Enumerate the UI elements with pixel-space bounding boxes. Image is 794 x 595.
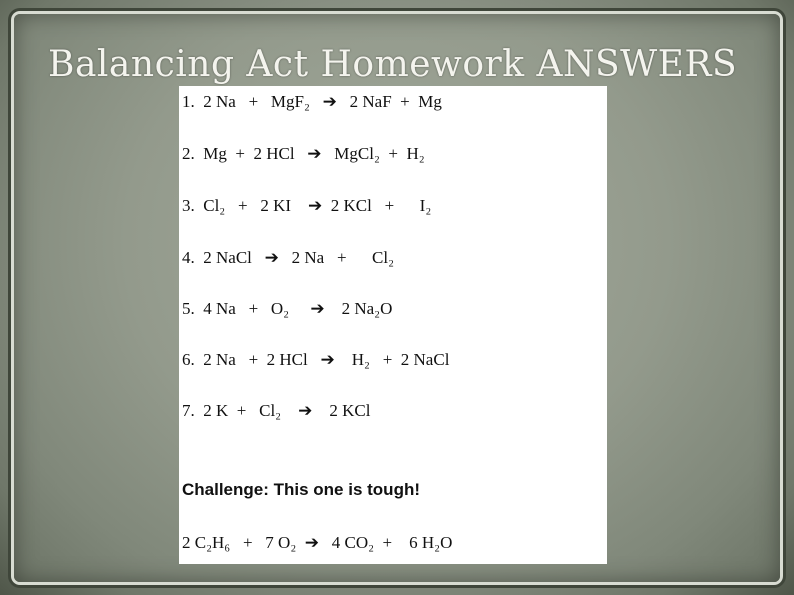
equation-7: 7. 2 K + Cl₂ ➔ 2 KCl [182,401,371,420]
challenge-equation: 2 C₂H₆ + 7 O₂ ➔ 4 CO₂ + 6 H₂O [182,533,453,552]
equation-5: 5. 4 Na + O₂ ➔ 2 Na₂O [182,299,393,318]
equation-3: 3. Cl₂ + 2 KI ➔ 2 KCl + I₂ [182,196,432,215]
equation-6: 6. 2 Na + 2 HCl ➔ H₂ + 2 NaCl [182,350,450,369]
challenge-heading: Challenge: This one is tough! [182,480,420,499]
answer-sheet-image [179,86,607,564]
equation-2: 2. Mg + 2 HCl ➔ MgCl₂ + H₂ [182,144,425,163]
equation-4: 4. 2 NaCl ➔ 2 Na + Cl₂ [182,248,395,267]
slide-title: Balancing Act Homework ANSWERS [48,44,738,85]
equation-1: 1. 2 Na + MgF₂ ➔ 2 NaF + Mg [182,92,442,111]
